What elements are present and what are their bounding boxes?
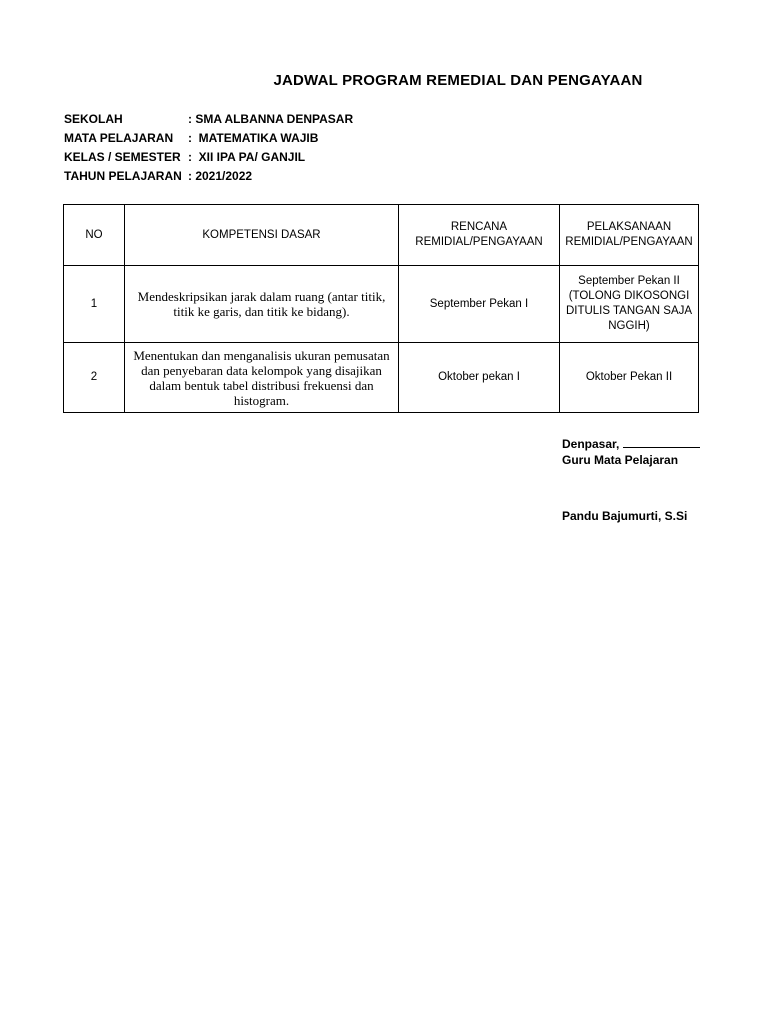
header-no: NO bbox=[64, 205, 125, 266]
document-title: JADWAL PROGRAM REMEDIAL DAN PENGAYAAN bbox=[273, 72, 643, 89]
cell-kompetensi-dasar: Menentukan dan menganalisis ukuran pemusatan dan penyebaran data kelompok yang disajikan dalam bentuk tabel distribusi frekuensi dan histogram. bbox=[125, 343, 399, 413]
cell-pelaksanaan: Oktober Pekan II bbox=[560, 343, 699, 413]
info-value: : SMA ALBANNA DENPASAR bbox=[188, 112, 354, 126]
info-row-class bbox=[64, 150, 353, 169]
cell-no: 1 bbox=[64, 266, 125, 343]
table-row bbox=[64, 266, 699, 343]
signature-place-label: Denpasar, bbox=[562, 437, 620, 451]
date-blank-line bbox=[623, 436, 700, 448]
table-row bbox=[64, 343, 699, 413]
info-row-school bbox=[64, 112, 353, 131]
cell-rencana: September Pekan I bbox=[399, 266, 560, 343]
header-kompetensi-dasar: KOMPETENSI DASAR bbox=[125, 205, 399, 266]
cell-no: 2 bbox=[64, 343, 125, 413]
info-value: : MATEMATIKA WAJIB bbox=[188, 131, 319, 145]
header-pelaksanaan: PELAKSANAAN REMIDIAL/PENGAYAAN bbox=[560, 205, 699, 266]
cell-kompetensi-dasar: Mendeskripsikan jarak dalam ruang (antar titik, titik ke garis, dan titik ke bidang). bbox=[125, 266, 399, 343]
schedule-table bbox=[63, 204, 699, 413]
signature-place bbox=[562, 436, 700, 451]
table-header-row bbox=[64, 205, 699, 266]
info-value: : 2021/2022 bbox=[188, 169, 253, 183]
info-value: : XII IPA PA/ GANJIL bbox=[188, 150, 306, 164]
signature-name: Pandu Bajumurti, S.Si bbox=[562, 509, 688, 523]
header-rencana: RENCANA REMIDIAL/PENGAYAAN bbox=[399, 205, 560, 266]
info-label: TAHUN PELAJARAN bbox=[64, 169, 182, 183]
info-row-year bbox=[64, 169, 353, 188]
info-label: MATA PELAJARAN bbox=[64, 131, 174, 145]
cell-pelaksanaan: September Pekan II (TOLONG DIKOSONGI DITULIS TANGAN SAJA NGGIH) bbox=[560, 266, 699, 343]
cell-rencana: Oktober pekan I bbox=[399, 343, 560, 413]
info-row-subject bbox=[64, 131, 353, 150]
signature-role: Guru Mata Pelajaran bbox=[562, 453, 679, 467]
info-label: SEKOLAH bbox=[64, 112, 123, 126]
info-label: KELAS / SEMESTER bbox=[64, 150, 181, 164]
info-block bbox=[64, 112, 353, 188]
